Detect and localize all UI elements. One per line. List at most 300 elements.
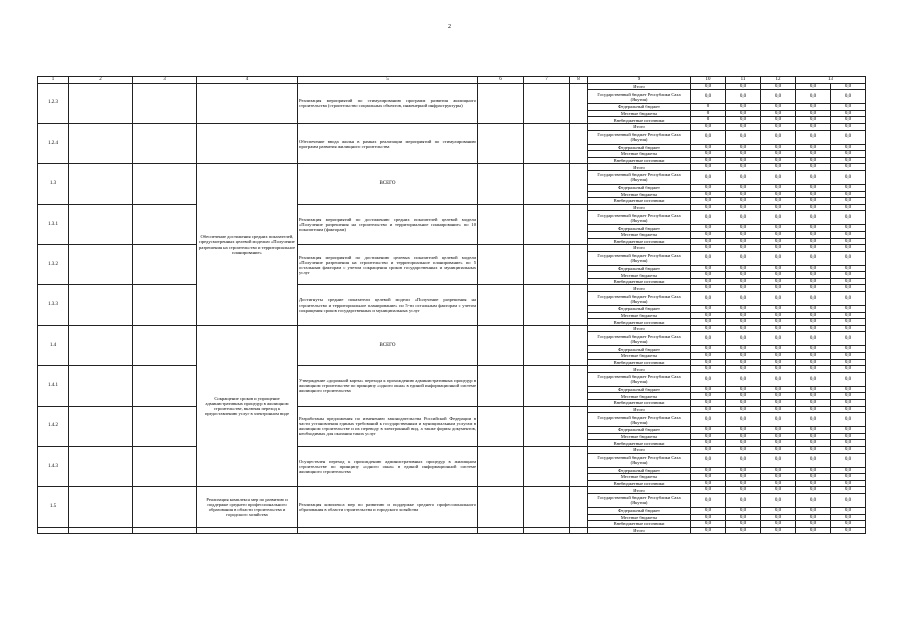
value-cell: 0,0: [726, 198, 761, 205]
value-cell: 0,0: [761, 406, 796, 413]
row-code: 1.4: [38, 325, 69, 365]
value-cell: 0,0: [726, 372, 761, 386]
empty-cell: [69, 83, 133, 123]
value-cell: 0,0: [726, 353, 761, 360]
value-cell: 0,0: [691, 507, 726, 514]
value-cell: 0,0: [831, 83, 866, 90]
value-cell: 0,0: [691, 527, 726, 534]
value-cell: 0,0: [726, 265, 761, 272]
funding-source: Местные бюджеты: [588, 514, 691, 521]
value-cell: 0,0: [761, 251, 796, 265]
funding-source: Итого: [588, 83, 691, 90]
empty-cell: [133, 446, 197, 486]
funding-source: Итого: [588, 406, 691, 413]
empty-cell: [133, 123, 197, 163]
table-row: [38, 285, 866, 292]
value-cell: 0,0: [726, 467, 761, 474]
row-code: 1.2.4: [38, 123, 69, 163]
funding-source: Государственный бюджет Республики Саха (Якутия): [588, 332, 691, 346]
value-cell: 0,0: [691, 170, 726, 184]
value-cell: 0,0: [761, 440, 796, 447]
value-cell: 0,0: [726, 493, 761, 507]
funding-source: Федеральный бюджет: [588, 225, 691, 232]
value-cell: 0,0: [796, 104, 831, 111]
value-cell: 0,0: [761, 110, 796, 117]
funding-source: Итого: [588, 123, 691, 130]
funding-source: Итого: [588, 487, 691, 494]
value-cell: 0,0: [726, 144, 761, 151]
funding-source: Внебюджетные источники: [588, 157, 691, 164]
value-cell: 0,0: [726, 413, 761, 427]
value-cell: 0,0: [761, 433, 796, 440]
empty-cell: [69, 446, 133, 486]
empty-cell: [133, 245, 197, 285]
value-cell: 0,0: [691, 406, 726, 413]
empty-cell: [570, 487, 588, 527]
value-cell: 0,0: [831, 204, 866, 211]
value-cell: 0: [691, 110, 726, 117]
value-cell: 0,0: [831, 400, 866, 407]
value-cell: 0,0: [691, 278, 726, 285]
funding-source: Федеральный бюджет: [588, 467, 691, 474]
table-row: [38, 527, 866, 534]
value-cell: 0,0: [761, 332, 796, 346]
column-header: 9: [588, 77, 691, 84]
value-cell: 0,0: [831, 130, 866, 144]
value-cell: 0,0: [796, 527, 831, 534]
value-cell: 0,0: [761, 272, 796, 279]
value-cell: 0,0: [691, 400, 726, 407]
funding-source: Государственный бюджет Республики Саха (Якутия): [588, 372, 691, 386]
value-cell: 0,0: [796, 413, 831, 427]
value-cell: 0,0: [691, 184, 726, 191]
column-header: 8: [570, 77, 588, 84]
value-cell: 0,0: [726, 272, 761, 279]
value-cell: 0,0: [761, 413, 796, 427]
value-cell: 0,0: [831, 90, 866, 104]
value-cell: 0,0: [831, 225, 866, 232]
value-cell: 0,0: [726, 211, 761, 225]
value-cell: 0,0: [761, 191, 796, 198]
activity-description: ВСЕГО: [298, 164, 478, 204]
value-cell: 0,0: [691, 474, 726, 481]
empty-cell: [133, 487, 197, 527]
value-cell: 0,0: [761, 231, 796, 238]
value-cell: 0,0: [831, 144, 866, 151]
empty-cell: [69, 245, 133, 285]
value-cell: 0,0: [761, 123, 796, 130]
value-cell: 0,0: [831, 325, 866, 332]
value-cell: 0,0: [831, 278, 866, 285]
funding-source: Итого: [588, 164, 691, 171]
value-cell: 0,0: [796, 312, 831, 319]
value-cell: 0,0: [726, 507, 761, 514]
empty-cell: [69, 325, 133, 365]
table-row: [38, 83, 866, 90]
value-cell: 0,0: [691, 238, 726, 245]
activity-description: Достигнуты средние показатели целевой модели «Получение разрешения на строительство и территориальное планирование» по 5-ти остальным факторам с учетом сокращения сроков государственных и муниципальных услуг: [298, 285, 478, 325]
value-cell: 0,0: [761, 386, 796, 393]
value-cell: 0,0: [726, 292, 761, 306]
row-code: 1.3.2: [38, 245, 69, 285]
value-cell: 0,0: [726, 278, 761, 285]
value-cell: 0,0: [796, 204, 831, 211]
value-cell: 0,0: [726, 359, 761, 366]
funding-source: Итого: [588, 446, 691, 453]
value-cell: 0,0: [726, 406, 761, 413]
empty-cell: [478, 446, 524, 486]
value-cell: 0,0: [831, 433, 866, 440]
value-cell: 0,0: [761, 225, 796, 232]
value-cell: 0,0: [831, 104, 866, 111]
empty-cell: [38, 527, 69, 534]
column-header: 6: [478, 77, 524, 84]
value-cell: 0,0: [726, 170, 761, 184]
empty-cell: [524, 406, 570, 446]
empty-cell: [478, 245, 524, 285]
value-cell: 0,0: [761, 393, 796, 400]
empty-cell: [524, 527, 570, 534]
value-cell: 0,0: [796, 359, 831, 366]
value-cell: 0,0: [831, 372, 866, 386]
table-row: [38, 204, 866, 211]
value-cell: 0,0: [796, 446, 831, 453]
value-cell: 0,0: [691, 521, 726, 528]
funding-source: Местные бюджеты: [588, 393, 691, 400]
empty-cell: [478, 204, 524, 244]
value-cell: 0,0: [691, 446, 726, 453]
value-cell: 0: [691, 117, 726, 124]
column-header: 10: [691, 77, 726, 84]
value-cell: 0,0: [691, 272, 726, 279]
empty-cell: [524, 366, 570, 406]
value-cell: 0,0: [761, 306, 796, 313]
value-cell: 0,0: [691, 204, 726, 211]
empty-cell: [524, 123, 570, 163]
funding-source: Внебюджетные источники: [588, 198, 691, 205]
value-cell: 0,0: [831, 198, 866, 205]
value-cell: 0,0: [796, 238, 831, 245]
empty-cell: [570, 83, 588, 123]
value-cell: 0,0: [726, 487, 761, 494]
empty-cell: [570, 366, 588, 406]
value-cell: 0,0: [691, 440, 726, 447]
value-cell: 0,0: [691, 413, 726, 427]
empty-cell: [524, 285, 570, 325]
value-cell: 0,0: [831, 440, 866, 447]
empty-cell: [133, 527, 197, 534]
funding-source: Государственный бюджет Республики Саха (Якутия): [588, 292, 691, 306]
value-cell: 0,0: [691, 325, 726, 332]
value-cell: 0,0: [796, 245, 831, 252]
value-cell: 0,0: [831, 480, 866, 487]
value-cell: 0,0: [726, 83, 761, 90]
value-cell: 0,0: [761, 83, 796, 90]
column-header: 12: [761, 77, 796, 84]
empty-cell: [197, 527, 298, 534]
empty-cell: [133, 285, 197, 325]
value-cell: 0,0: [796, 130, 831, 144]
value-cell: 0,0: [831, 312, 866, 319]
value-cell: 0,0: [831, 272, 866, 279]
empty-cell: [524, 245, 570, 285]
empty-cell: [570, 446, 588, 486]
row-code: 1.3: [38, 164, 69, 204]
value-cell: 0,0: [831, 393, 866, 400]
table-row: [38, 446, 866, 453]
value-cell: 0,0: [691, 493, 726, 507]
value-cell: 0,0: [831, 265, 866, 272]
funding-source: Местные бюджеты: [588, 433, 691, 440]
value-cell: 0,0: [761, 265, 796, 272]
value-cell: 0,0: [761, 117, 796, 124]
value-cell: 0,0: [796, 440, 831, 447]
column-header: 11: [726, 77, 761, 84]
value-cell: 0,0: [691, 144, 726, 151]
value-cell: 0,0: [796, 251, 831, 265]
value-cell: 0,0: [831, 507, 866, 514]
value-cell: 0,0: [796, 366, 831, 373]
value-cell: 0,0: [761, 514, 796, 521]
value-cell: 0,0: [831, 474, 866, 481]
value-cell: 0,0: [831, 251, 866, 265]
value-cell: 0,0: [796, 514, 831, 521]
value-cell: 0,0: [726, 151, 761, 158]
value-cell: 0,0: [691, 312, 726, 319]
value-cell: 0,0: [796, 393, 831, 400]
column-header: 13: [796, 77, 866, 84]
value-cell: 0,0: [761, 90, 796, 104]
empty-cell: [197, 83, 298, 123]
value-cell: 0,0: [691, 285, 726, 292]
value-cell: 0,0: [726, 521, 761, 528]
value-cell: 0,0: [831, 191, 866, 198]
value-cell: 0,0: [796, 292, 831, 306]
value-cell: 0,0: [761, 198, 796, 205]
funding-source: Федеральный бюджет: [588, 265, 691, 272]
value-cell: 0,0: [831, 306, 866, 313]
empty-cell: [69, 204, 133, 244]
empty-cell: [570, 325, 588, 365]
value-cell: 0,0: [761, 493, 796, 507]
empty-cell: [133, 204, 197, 244]
funding-source: Внебюджетные источники: [588, 440, 691, 447]
value-cell: 0,0: [691, 467, 726, 474]
value-cell: 0,0: [726, 400, 761, 407]
value-cell: 0,0: [761, 353, 796, 360]
value-cell: 0,0: [726, 231, 761, 238]
value-cell: 0,0: [796, 110, 831, 117]
value-cell: 0,0: [761, 487, 796, 494]
value-cell: 0,0: [761, 238, 796, 245]
row-code: 1.3.3: [38, 285, 69, 325]
table-row: [38, 366, 866, 373]
empty-cell: [478, 285, 524, 325]
value-cell: 0,0: [726, 110, 761, 117]
value-cell: 0,0: [796, 170, 831, 184]
value-cell: 0,0: [726, 191, 761, 198]
empty-cell: [478, 527, 524, 534]
value-cell: 0,0: [726, 90, 761, 104]
value-cell: 0,0: [796, 184, 831, 191]
value-cell: 0,0: [831, 319, 866, 326]
value-cell: 0,0: [761, 278, 796, 285]
value-cell: 0,0: [726, 386, 761, 393]
value-cell: 0,0: [691, 427, 726, 434]
funding-source: Внебюджетные источники: [588, 359, 691, 366]
value-cell: 0,0: [796, 467, 831, 474]
value-cell: 0,0: [831, 366, 866, 373]
value-cell: 0,0: [691, 251, 726, 265]
value-cell: 0,0: [691, 90, 726, 104]
funding-source: Государственный бюджет Республики Саха (Якутия): [588, 493, 691, 507]
funding-source: Внебюджетные источники: [588, 238, 691, 245]
empty-cell: [197, 123, 298, 163]
value-cell: 0,0: [726, 312, 761, 319]
funding-source: Местные бюджеты: [588, 110, 691, 117]
table-row: [38, 123, 866, 130]
value-cell: 0,0: [726, 393, 761, 400]
funding-source: Итого: [588, 325, 691, 332]
value-cell: 0,0: [831, 359, 866, 366]
empty-cell: [524, 204, 570, 244]
funding-source: Государственный бюджет Республики Саха (Якутия): [588, 413, 691, 427]
empty-cell: [478, 83, 524, 123]
funding-source: Местные бюджеты: [588, 151, 691, 158]
value-cell: 0,0: [796, 480, 831, 487]
value-cell: 0,0: [796, 151, 831, 158]
funding-source: Государственный бюджет Республики Саха (Якутия): [588, 453, 691, 467]
value-cell: 0,0: [726, 514, 761, 521]
value-cell: 0,0: [726, 225, 761, 232]
value-cell: 0,0: [691, 366, 726, 373]
value-cell: 0,0: [691, 211, 726, 225]
value-cell: 0,0: [796, 487, 831, 494]
value-cell: 0,0: [761, 474, 796, 481]
value-cell: 0,0: [796, 346, 831, 353]
value-cell: 0,0: [726, 427, 761, 434]
empty-cell: [478, 325, 524, 365]
value-cell: 0,0: [691, 191, 726, 198]
table-row: [38, 406, 866, 413]
funding-source: Итого: [588, 285, 691, 292]
value-cell: 0,0: [831, 446, 866, 453]
funding-source: Внебюджетные источники: [588, 400, 691, 407]
value-cell: 0,0: [761, 130, 796, 144]
value-cell: 0,0: [726, 123, 761, 130]
funding-source: Итого: [588, 204, 691, 211]
value-cell: 0,0: [726, 332, 761, 346]
activity-description: Обеспечение ввода жилья в рамках реализации мероприятий по стимулированию программ развития жилищного строительства: [298, 123, 478, 163]
value-cell: 0,0: [726, 245, 761, 252]
empty-cell: [69, 285, 133, 325]
value-cell: 0,0: [726, 117, 761, 124]
value-cell: 0,0: [796, 325, 831, 332]
empty-cell: [524, 446, 570, 486]
value-cell: 0,0: [796, 83, 831, 90]
value-cell: 0,0: [796, 521, 831, 528]
value-cell: 0: [691, 104, 726, 111]
value-cell: 0,0: [726, 130, 761, 144]
value-cell: 0,0: [796, 265, 831, 272]
value-cell: 0,0: [796, 433, 831, 440]
value-cell: 0,0: [831, 353, 866, 360]
value-cell: 0,0: [796, 319, 831, 326]
value-cell: 0,0: [726, 285, 761, 292]
empty-cell: [524, 325, 570, 365]
funding-source: Внебюджетные источники: [588, 480, 691, 487]
empty-cell: [524, 487, 570, 527]
activity-description: Утверждение «дорожной карты» перехода к прохождению административных процедур в жилищном строительстве по принципу «одного окна» в единой информационной системе жилищного строительства: [298, 366, 478, 406]
value-cell: 0,0: [691, 225, 726, 232]
value-cell: 0,0: [796, 400, 831, 407]
value-cell: 0,0: [831, 170, 866, 184]
value-cell: 0,0: [796, 278, 831, 285]
funding-source: Федеральный бюджет: [588, 104, 691, 111]
value-cell: 0,0: [796, 493, 831, 507]
value-cell: 0,0: [761, 285, 796, 292]
column-header: 5: [298, 77, 478, 84]
value-cell: 0,0: [761, 325, 796, 332]
funding-source: Государственный бюджет Республики Саха (Якутия): [588, 211, 691, 225]
value-cell: 0,0: [831, 332, 866, 346]
value-cell: 0,0: [831, 117, 866, 124]
column-header: 4: [197, 77, 298, 84]
value-cell: 0,0: [726, 440, 761, 447]
value-cell: 0,0: [796, 144, 831, 151]
value-cell: 0,0: [726, 433, 761, 440]
value-cell: 0,0: [691, 245, 726, 252]
value-cell: 0,0: [691, 319, 726, 326]
value-cell: 0,0: [796, 225, 831, 232]
group-description: Обеспечение достижения средних показателей, предусмотренных целевой моделью «Получение разрешения на строительство и территориальное планирование»: [197, 164, 298, 326]
value-cell: 0,0: [761, 292, 796, 306]
budget-table: [37, 76, 866, 534]
value-cell: 0,0: [761, 144, 796, 151]
empty-cell: [133, 366, 197, 406]
value-cell: 0,0: [726, 164, 761, 171]
value-cell: 0,0: [691, 393, 726, 400]
value-cell: 0,0: [761, 521, 796, 528]
column-header: 1: [38, 77, 69, 84]
value-cell: 0,0: [796, 372, 831, 386]
value-cell: 0,0: [761, 184, 796, 191]
empty-cell: [133, 164, 197, 204]
value-cell: 0,0: [831, 346, 866, 353]
value-cell: 0,0: [796, 117, 831, 124]
value-cell: 0,0: [831, 238, 866, 245]
value-cell: 0,0: [726, 527, 761, 534]
group-description: Сокращение сроков и упрощение административных процедур в жилищном строительстве, включая переход к предоставлению услуг в электронном виде: [197, 325, 298, 487]
funding-source: Местные бюджеты: [588, 272, 691, 279]
value-cell: 0,0: [691, 433, 726, 440]
value-cell: 0,0: [726, 446, 761, 453]
value-cell: 0,0: [831, 157, 866, 164]
value-cell: 0,0: [761, 151, 796, 158]
value-cell: 0,0: [796, 406, 831, 413]
value-cell: 0,0: [691, 353, 726, 360]
value-cell: 0,0: [761, 211, 796, 225]
funding-source: Федеральный бюджет: [588, 346, 691, 353]
value-cell: 0,0: [796, 507, 831, 514]
value-cell: 0,0: [796, 231, 831, 238]
value-cell: 0,0: [691, 514, 726, 521]
empty-cell: [478, 123, 524, 163]
value-cell: 0,0: [761, 372, 796, 386]
funding-source: Местные бюджеты: [588, 474, 691, 481]
empty-cell: [570, 123, 588, 163]
value-cell: 0,0: [796, 157, 831, 164]
